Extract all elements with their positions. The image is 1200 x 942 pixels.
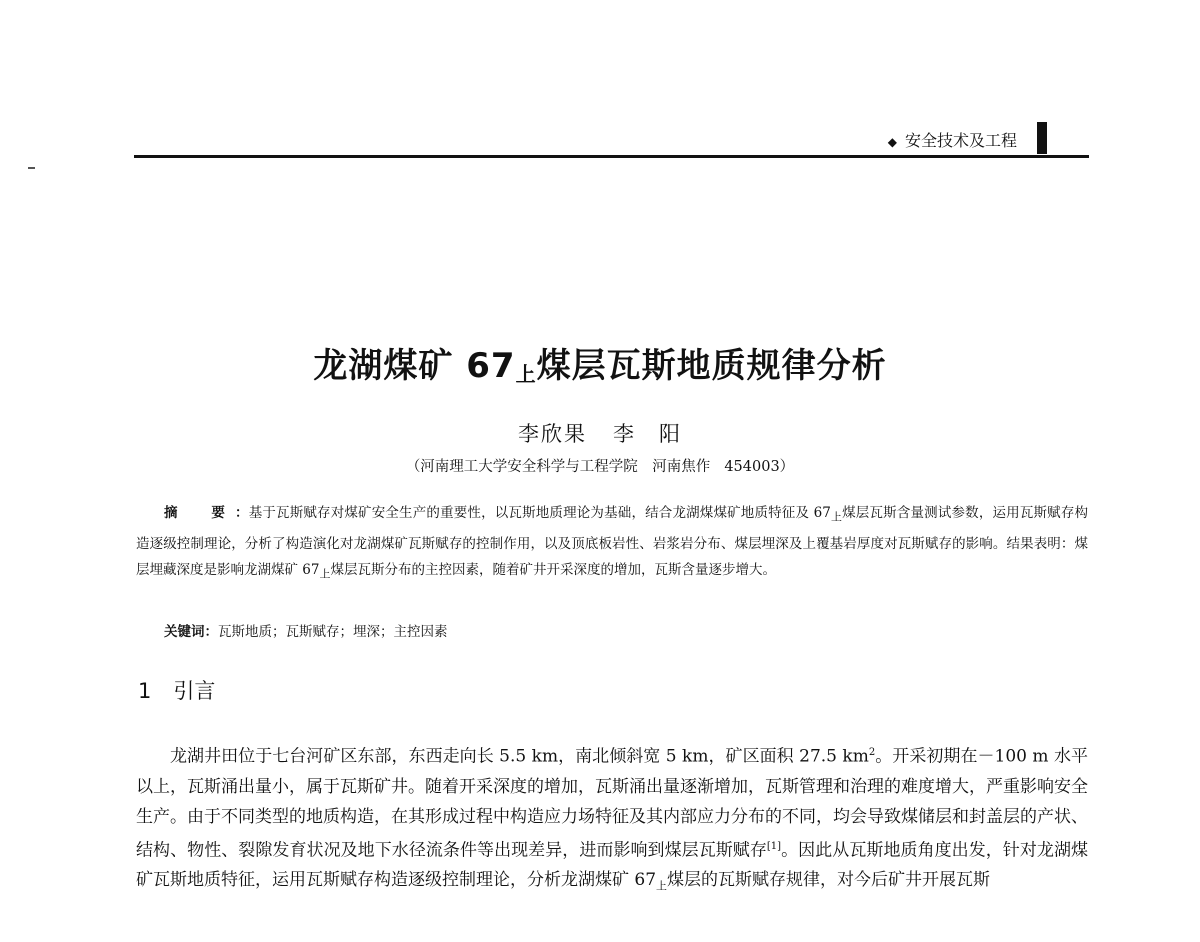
author-1: 李欣果 xyxy=(518,422,587,446)
authors xyxy=(0,418,1200,448)
title-subscript: 上 xyxy=(515,362,537,386)
diamond-bullet-icon: ◆ xyxy=(887,135,897,149)
abstract-text-c: 煤层瓦斯分布的主控因素，随着矿井开采深度的增加，瓦斯含量逐步增大。 xyxy=(330,561,776,578)
affiliation xyxy=(0,455,1200,476)
affiliation-zip: 454003） xyxy=(724,459,795,475)
section-label-text: 安全技术及工程 xyxy=(904,131,1017,150)
body-subscript: 上 xyxy=(656,879,668,893)
title-rest: 煤层瓦斯地质规律分析 xyxy=(536,346,887,386)
affiliation-text: （河南理工大学安全科学与工程学院 河南焦作 xyxy=(405,459,711,475)
abstract-sub-b: 上 xyxy=(319,567,331,581)
section-heading xyxy=(138,675,215,705)
section-title: 引言 xyxy=(173,679,216,703)
abstract-text-a: 基于瓦斯赋存对煤矿安全生产的重要性，以瓦斯地质理论为基础，结合龙湖煤煤矿地质特征及 67 xyxy=(248,505,831,521)
body-text-a: 龙湖井田位于七台河矿区东部，东西走向长 5.5 km，南北倾斜宽 5 km，矿区面积 27.5 km xyxy=(170,746,869,767)
header-block-mark xyxy=(1037,122,1047,154)
running-header xyxy=(134,122,1089,162)
scan-artifact xyxy=(28,167,35,169)
section-label xyxy=(888,128,1017,151)
body-paragraph xyxy=(136,738,1088,902)
author-2: 李 阳 xyxy=(613,422,682,446)
keywords-text: 瓦斯地质；瓦斯赋存；埋深；主控因素 xyxy=(218,624,448,640)
keywords xyxy=(164,620,1084,644)
keywords-label: 关键词： xyxy=(164,624,218,640)
section-number: 1 xyxy=(138,679,152,703)
abstract-text-b: 煤层瓦斯含量测试参数，运用瓦斯赋存构造逐级控制理论，分析了构造演化对龙湖煤矿瓦斯赋存的控制作用，以及顶底板岩性、岩浆岩分布、煤层埋深及上覆基岩厚度对瓦斯赋存的影响。结果表明：煤层埋藏深度是影响龙湖煤矿 67 xyxy=(136,505,1089,578)
body-text-c: 。因此从瓦斯地质角度出发，针对龙湖煤矿瓦斯地质特征，运用瓦斯赋存构造逐级控制理论，分析龙湖煤矿 67 xyxy=(136,840,1089,891)
abstract-sub-a: 上 xyxy=(830,510,843,524)
paper-title xyxy=(0,338,1200,387)
citation-ref: [1] xyxy=(766,840,782,852)
body-superscript: 2 xyxy=(868,747,876,758)
abstract-label: 摘 要 xyxy=(164,505,236,521)
header-rule xyxy=(134,155,1089,158)
title-main: 龙湖煤矿 67 xyxy=(313,346,516,386)
abstract: 摘 要：基于瓦斯赋存对煤矿安全生产的重要性，以瓦斯地质理论为基础，结合龙湖煤煤矿地质特征及 $67_上$煤层瓦斯含量测试参数，运用瓦斯赋存构造逐级控制理论，分析了构造演化对龙湖煤矿瓦斯赋存的控制作用，以及顶底板岩性、岩浆岩分布、煤层埋深及上覆基岩厚度对瓦斯赋存的影响。结果表明：煤层埋藏深度是影响龙湖煤矿 $67_上$煤层瓦斯分布的主控因素，随着矿井开采深度的增加，瓦斯含量逐步增大。 xyxy=(136,505,1089,581)
body-text-d: 煤层的瓦斯赋存规律，对今后矿井开展瓦斯 xyxy=(667,870,991,891)
body-text-b: 。开采初期在－100 m 水平以上，瓦斯涌出量小，属于瓦斯矿井。随着开采深度的增加，瓦斯涌出量逐渐增加，瓦斯管理和治理的难度增大，严重影响安全生产。由于不同类型的地质构造，在其形成过程中构造应力场特征及其内部应力分布的不同，均会导致煤储层和封盖层的产状、结构、物性、裂隙发育状况及地下水径流条件等出现差异，进而影响到煤层瓦斯赋存 xyxy=(136,746,1088,861)
